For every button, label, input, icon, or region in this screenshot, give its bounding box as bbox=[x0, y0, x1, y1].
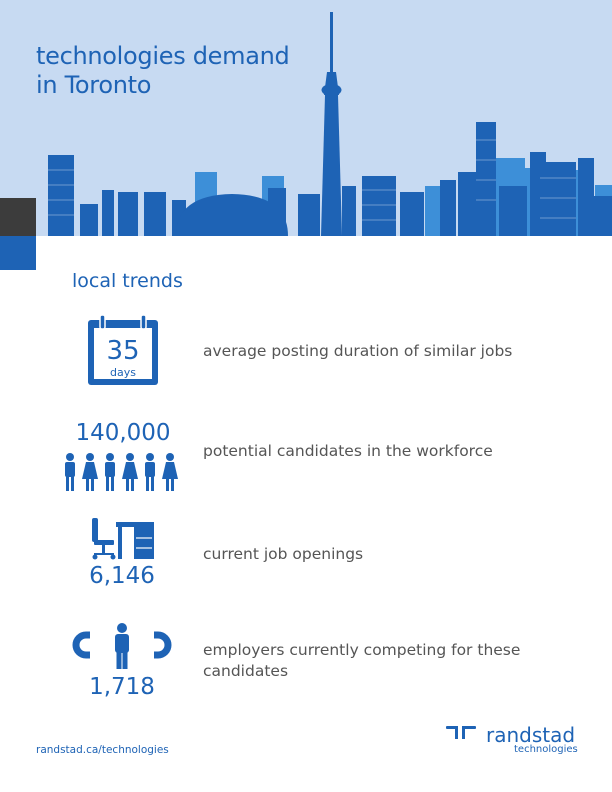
magnet-person-icon bbox=[66, 622, 180, 670]
stat-openings-label: current job openings bbox=[203, 545, 364, 563]
accent-block-blue bbox=[0, 236, 36, 270]
stat-candidates-value: 140,000 bbox=[75, 420, 171, 446]
stat-openings-value: 6,146 bbox=[89, 563, 155, 589]
section-title: local trends bbox=[72, 270, 183, 292]
toronto-skyline-icon bbox=[0, 0, 612, 236]
desk-chair-icon bbox=[90, 516, 156, 560]
stat-duration-value: 35 bbox=[106, 336, 140, 366]
stat-duration-label: average posting duration of similar jobs bbox=[203, 342, 513, 360]
stat-duration-unit: days bbox=[110, 366, 136, 379]
brand-name: randstad bbox=[486, 723, 576, 747]
page-title: technologies demand in Toronto bbox=[36, 42, 290, 99]
footer-url-link[interactable]: randstad.ca/technologies bbox=[36, 744, 169, 756]
accent-block-dark bbox=[0, 198, 36, 236]
stat-employers-label: employers currently competing for these candidates bbox=[203, 641, 521, 680]
people-icon bbox=[62, 452, 182, 492]
stat-candidates-label: potential candidates in the workforce bbox=[203, 442, 493, 460]
stat-employers-value: 1,718 bbox=[89, 674, 155, 700]
randstad-logo-icon bbox=[446, 724, 478, 740]
hero-banner bbox=[0, 0, 612, 236]
brand-sub: technologies bbox=[514, 744, 578, 755]
